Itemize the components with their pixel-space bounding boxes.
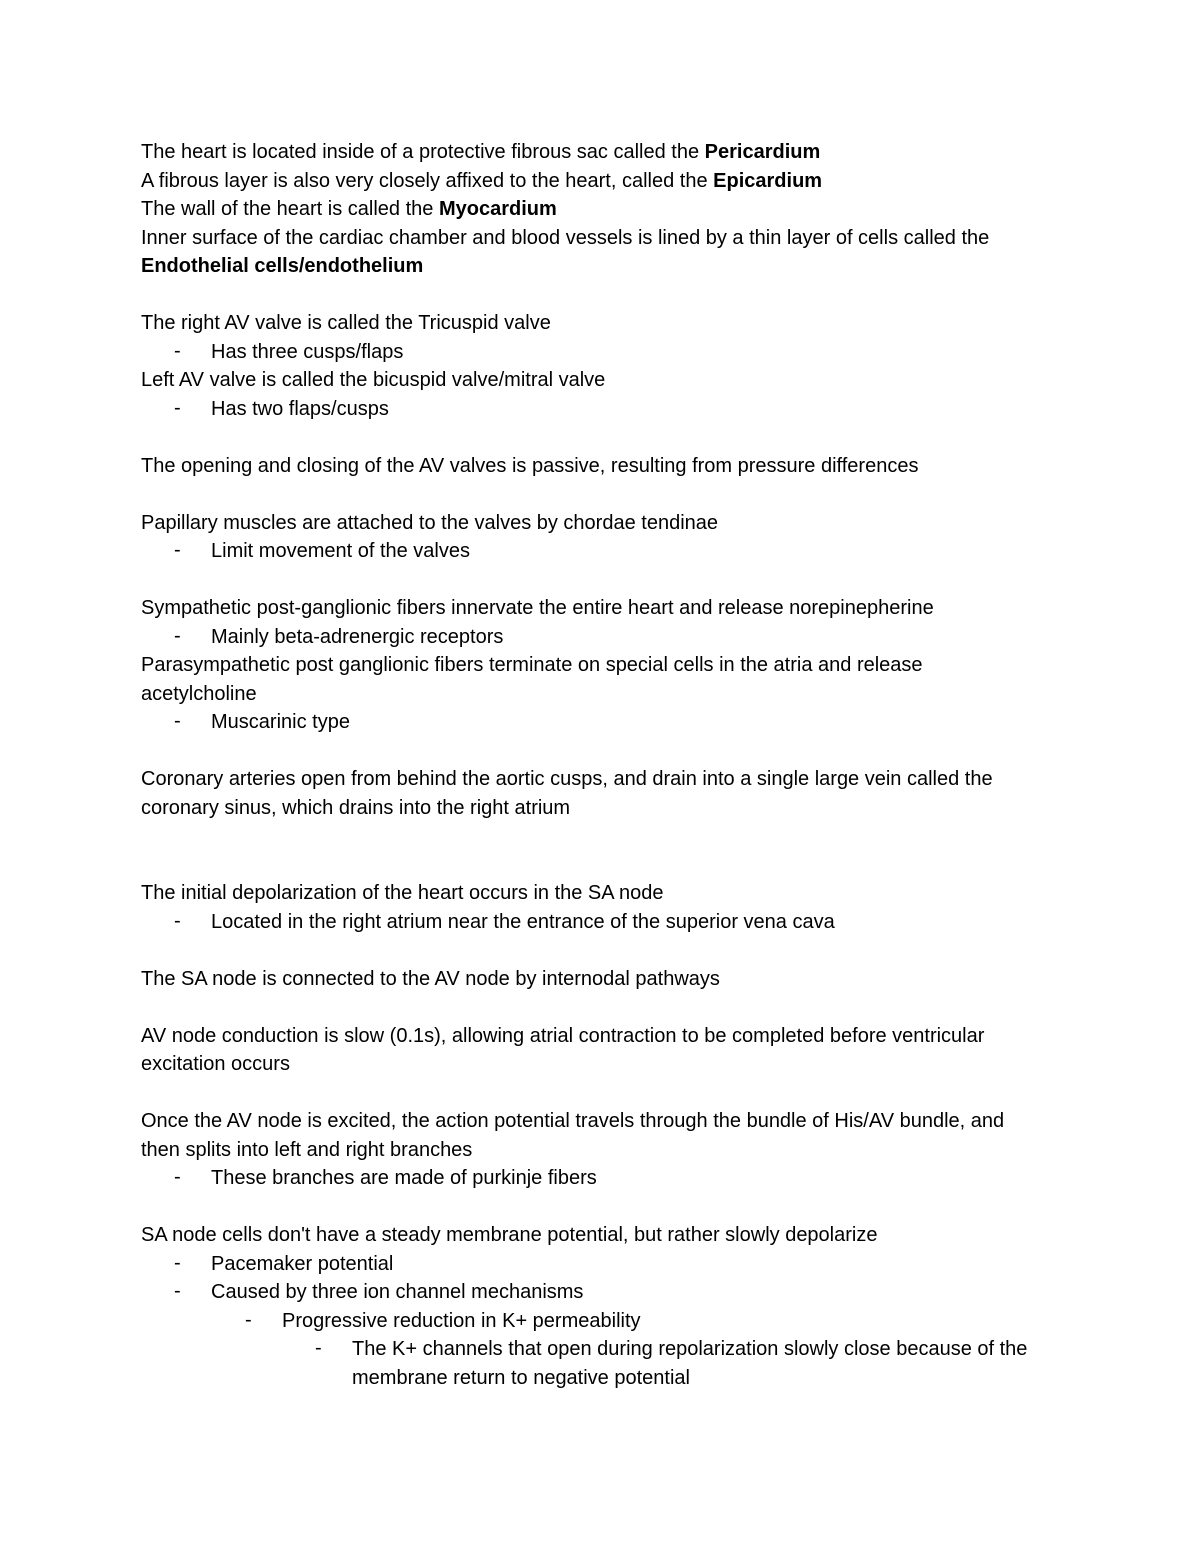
paragraph-gap <box>141 822 1071 851</box>
parasympathetic-line: Parasympathetic post ganglionic fibers terminate on special cells in the atria and release acetylcholine <box>141 654 923 705</box>
sympathetic-line: Sympathetic post-ganglionic fibers innervate the entire heart and release norepinepherine <box>141 597 934 619</box>
bullet-item <box>141 1307 1071 1336</box>
paragraph-gap <box>141 936 1071 965</box>
line-text: The wall of the heart is called the <box>141 198 439 220</box>
bullet-item <box>141 623 1071 652</box>
document-body <box>141 138 1071 1392</box>
bullet-text: The K+ channels that open during repolarization slowly close because of the membrane return to negative potential <box>352 1338 1028 1389</box>
bullet-dash: - <box>315 1337 322 1359</box>
paragraph-gap <box>141 423 1071 452</box>
depolarization-line: The initial depolarization of the heart occurs in the SA node <box>141 882 664 904</box>
bullet-text: Has two flaps/cusps <box>211 397 389 420</box>
bullet-item <box>141 708 1071 737</box>
bullet-dash: - <box>174 1166 181 1188</box>
bullet-item <box>141 395 1071 424</box>
bullet-item <box>141 1278 1071 1307</box>
pericardium-line <box>141 138 1071 167</box>
endothelium-line <box>141 224 1071 281</box>
line-text: Inner surface of the cardiac chamber and blood vessels is lined by a thin layer of cells called the <box>141 226 990 249</box>
bullet-dash: - <box>174 909 181 932</box>
bullet-text: Muscarinic type <box>211 711 350 733</box>
term-epicardium: Epicardium <box>713 169 823 192</box>
bullet-text: Mainly beta-adrenergic receptors <box>211 625 504 648</box>
term-pericardium: Pericardium <box>704 141 821 163</box>
bullet-dash: - <box>174 624 181 647</box>
myocardium-line <box>141 195 1071 224</box>
tricuspid-line: The right AV valve is called the Tricuspid valve <box>141 312 551 334</box>
bullet-text: Has three cusps/flaps <box>211 340 404 363</box>
bullet-dash: - <box>174 710 181 732</box>
bullet-text: These branches are made of purkinje fibers <box>211 1167 597 1189</box>
internodal-line: The SA node is connected to the AV node by internodal pathways <box>141 967 720 990</box>
paragraph-gap <box>141 281 1071 310</box>
bullet-item <box>141 908 1071 937</box>
bullet-item <box>141 1164 1071 1193</box>
mitral-line: Left AV valve is called the bicuspid valve/mitral valve <box>141 369 606 391</box>
bullet-item <box>141 537 1071 566</box>
term-myocardium: Myocardium <box>438 198 557 220</box>
epicardium-line <box>141 167 1071 196</box>
coronary-line: Coronary arteries open from behind the aortic cusps, and drain into a single large vein called the coronary sinus, which drains into the right atrium <box>141 768 993 819</box>
term-endothelium: Endothelial cells/endothelium <box>141 255 424 277</box>
bullet-item <box>141 1250 1071 1279</box>
sa-node-line: SA node cells don't have a steady membrane potential, but rather slowly depolarize <box>141 1224 878 1246</box>
bullet-dash: - <box>174 339 181 362</box>
bullet-text: Caused by three ion channel mechanisms <box>211 1281 584 1303</box>
paragraph-gap <box>141 1079 1071 1108</box>
bullet-text: Limit movement of the valves <box>211 540 470 562</box>
papillary-line: Papillary muscles are attached to the valves by chordae tendinae <box>141 511 719 534</box>
bullet-text: Located in the right atrium near the entrance of the superior vena cava <box>211 910 835 933</box>
bullet-item <box>141 338 1071 367</box>
paragraph-gap <box>141 993 1071 1022</box>
paragraph-gap <box>141 737 1071 766</box>
paragraph-gap <box>141 1193 1071 1222</box>
paragraph-gap <box>141 851 1071 880</box>
av-valves-line: The opening and closing of the AV valves is passive, resulting from pressure differences <box>141 454 919 477</box>
bullet-dash: - <box>174 1280 181 1302</box>
bullet-item <box>141 1335 1071 1392</box>
line-text: A fibrous layer is also very closely affixed to the heart, called the <box>141 169 714 192</box>
bullet-dash: - <box>174 539 181 561</box>
bundle-of-his-line: Once the AV node is excited, the action potential travels through the bundle of His/AV bundle, and then splits into left and right branches <box>141 1110 1005 1161</box>
bullet-dash: - <box>245 1308 252 1331</box>
bullet-text: Progressive reduction in K+ permeability <box>282 1309 641 1332</box>
line-text: The heart is located inside of a protective fibrous sac called the <box>141 141 705 163</box>
paragraph-gap <box>141 480 1071 509</box>
bullet-dash: - <box>174 1251 181 1274</box>
av-conduction-line: AV node conduction is slow (0.1s), allowing atrial contraction to be completed before ventricular excitation occurs <box>141 1024 985 1075</box>
bullet-text: Pacemaker potential <box>211 1252 394 1275</box>
paragraph-gap <box>141 566 1071 595</box>
bullet-dash: - <box>174 396 181 419</box>
